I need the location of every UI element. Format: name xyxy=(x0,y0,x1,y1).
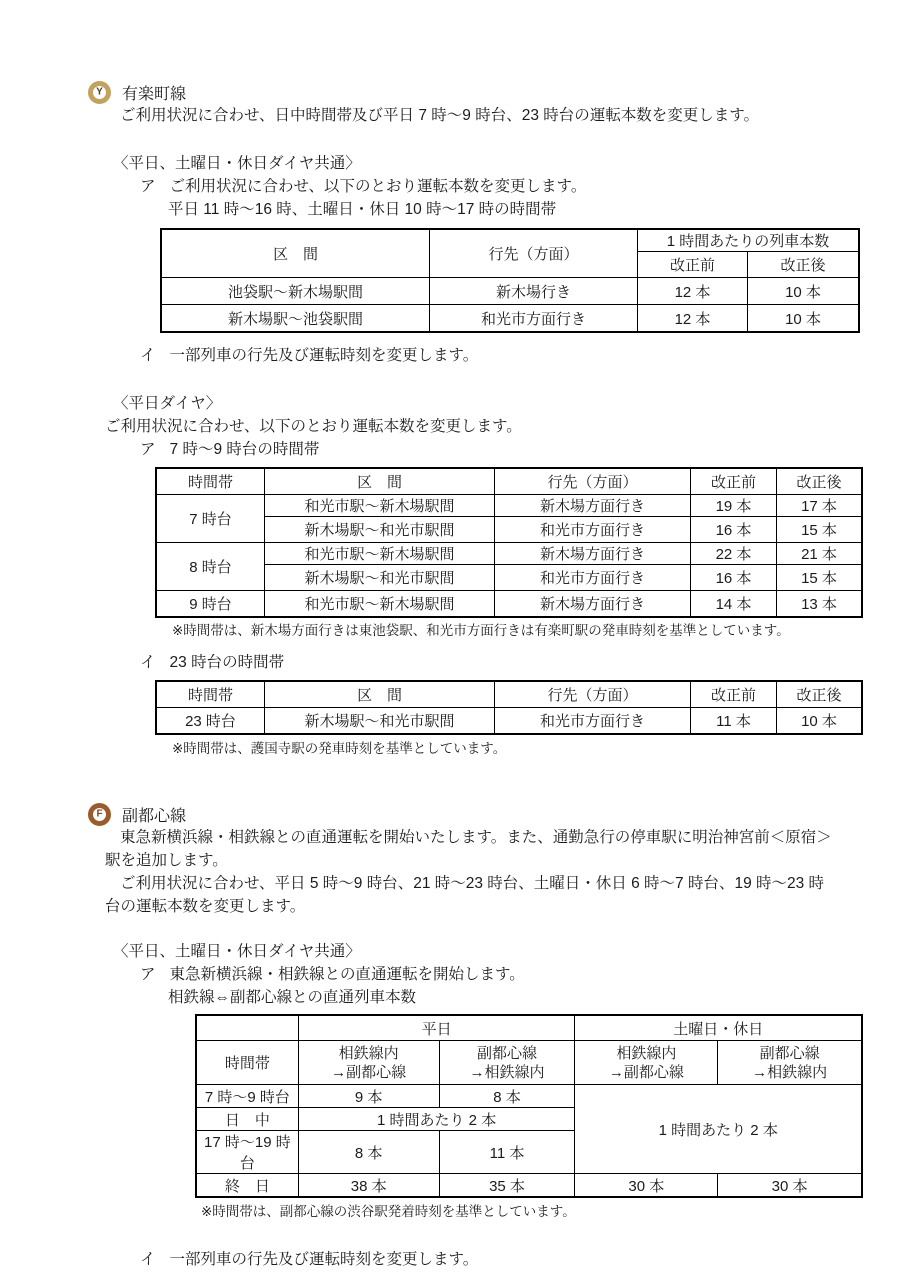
yurakucho-weekday-item-i xyxy=(140,651,863,674)
cell-weekend-merged: 1 時間あたり 2 本 xyxy=(575,1085,862,1174)
col-header-direction: 行先（方面） xyxy=(495,468,691,495)
cell-direction: 和光市方面行き xyxy=(495,517,691,543)
yurakucho-common-heading: 〈平日、土曜日・休日ダイヤ共通〉 xyxy=(113,155,361,172)
fukutoshin-table-note: ※時間帯は、副都心線の渋谷駅発着時刻を基準としています。 xyxy=(201,1204,576,1219)
cell-after: 10 本 xyxy=(777,708,863,735)
cell-direction: 新木場方面行き xyxy=(495,495,691,517)
fukutoshin-common-heading: 〈平日、土曜日・休日ダイヤ共通〉 xyxy=(113,943,361,960)
item-marker: イ xyxy=(140,347,156,364)
yurakucho-line-title: 有楽町線 xyxy=(122,85,187,103)
cell-before: 12 本 xyxy=(638,278,748,305)
item-marker: イ xyxy=(140,1251,156,1268)
fukutoshin-through-service-table xyxy=(195,1014,863,1198)
item-text: 7 時～9 時台の時間帯 xyxy=(169,441,320,458)
cell-before: 11 本 xyxy=(691,708,777,735)
cell-timeband: 8 時台 xyxy=(156,543,265,591)
col-header-section: 区 間 xyxy=(161,229,430,278)
yurakucho-common-item-i xyxy=(140,344,863,367)
col-header-sotetsu-to-fukutoshin: 相鉄線内 →副都心線 xyxy=(298,1041,439,1085)
cell-after: 13 本 xyxy=(777,591,863,618)
col-header-before: 改正前 xyxy=(638,252,748,278)
fukutoshin-common-item-i xyxy=(140,1248,863,1271)
table-row xyxy=(196,1085,862,1108)
table-row xyxy=(161,305,859,333)
fukutoshin-intro2-line2: 台の運転本数を変更します。 xyxy=(105,898,306,915)
cell-section: 和光市駅～新木場駅間 xyxy=(265,591,495,618)
cell-direction: 新木場方面行き xyxy=(495,591,691,618)
cell-direction: 新木場方面行き xyxy=(495,543,691,565)
table-row xyxy=(156,708,862,735)
cell-section: 和光市駅～新木場駅間 xyxy=(265,495,495,517)
fukutoshin-intro1-line1: 東急新横浜線・相鉄線との直通運転を開始いたします。また、通勤急行の停車駅に明治神宮前＜原宿＞ xyxy=(120,829,832,846)
empty-header-cell xyxy=(196,1015,298,1041)
col-header-timeband: 時間帯 xyxy=(196,1041,298,1085)
yurakucho-late-table xyxy=(155,680,863,735)
cell-timeband: 7 時台 xyxy=(156,495,265,543)
fukutoshin-line-icon xyxy=(88,803,111,826)
col-header-weekend: 土曜日・休日 xyxy=(575,1015,862,1041)
fukutoshin-line-head xyxy=(88,802,863,826)
item-marker: ア xyxy=(140,178,156,195)
cell-after: 21 本 xyxy=(777,543,863,565)
col-header-before: 改正前 xyxy=(691,468,777,495)
item-marker: ア xyxy=(140,441,156,458)
cell-before: 14 本 xyxy=(691,591,777,618)
yurakucho-line-icon-letter: Y xyxy=(96,86,103,98)
col-header-after: 改正後 xyxy=(777,468,863,495)
table-row xyxy=(161,278,859,305)
cell-timeband: 17 時～19 時台 xyxy=(196,1131,298,1174)
col-header-section: 区 間 xyxy=(265,468,495,495)
table-row xyxy=(196,1174,862,1198)
fukutoshin-line-title: 副都心線 xyxy=(122,807,187,825)
col-header-section: 区 間 xyxy=(265,681,495,708)
cell-section: 新木場駅～和光市駅間 xyxy=(265,517,495,543)
cell-section: 池袋駅～新木場駅間 xyxy=(161,278,430,305)
yurakucho-line-head xyxy=(88,80,863,104)
fukutoshin-line-icon-letter: F xyxy=(96,808,103,820)
table-row xyxy=(156,495,862,517)
item-text: 一部列車の行先及び運転時刻を変更します。 xyxy=(169,347,479,364)
col-header-sotetsu-to-fukutoshin: 相鉄線内 →副都心線 xyxy=(575,1041,718,1085)
item-text: ご利用状況に合わせ、以下のとおり運転本数を変更します。 xyxy=(169,178,587,195)
cell-count: 9 本 xyxy=(298,1085,439,1108)
item-text: 一部列車の行先及び運転時刻を変更します。 xyxy=(169,1251,479,1268)
col-header-timeband: 時間帯 xyxy=(156,681,265,708)
late-table-note: ※時間帯は、護国寺駅の発車時刻を基準としています。 xyxy=(172,741,507,756)
item-marker: ア xyxy=(140,966,156,983)
cell-timeband: 日 中 xyxy=(196,1108,298,1131)
cell-count: 11 本 xyxy=(439,1131,575,1174)
col-header-weekday: 平日 xyxy=(298,1015,575,1041)
fukutoshin-intro1-line2: 駅を追加します。 xyxy=(105,852,228,869)
cell-weekday-merged: 1 時間あたり 2 本 xyxy=(298,1108,575,1131)
cell-timeband: 終 日 xyxy=(196,1174,298,1198)
yurakucho-common-table xyxy=(160,228,860,333)
yurakucho-morning-table xyxy=(155,467,863,618)
yurakucho-weekday-heading: 〈平日ダイヤ〉 xyxy=(113,395,222,412)
cell-section: 新木場駅～和光市駅間 xyxy=(265,565,495,591)
yurakucho-weekday-intro: ご利用状況に合わせ、以下のとおり運転本数を変更します。 xyxy=(105,418,522,435)
cell-count: 8 本 xyxy=(439,1085,575,1108)
cell-after: 15 本 xyxy=(777,517,863,543)
col-header-before: 改正前 xyxy=(691,681,777,708)
yurakucho-intro: ご利用状況に合わせ、日中時間帯及び平日 7 時～9 時台、23 時台の運転本数を変更します。 xyxy=(120,107,760,124)
col-header-direction: 行先（方面） xyxy=(430,229,638,278)
fukutoshin-section xyxy=(88,802,863,1271)
cell-before: 12 本 xyxy=(638,305,748,333)
col-header-timeband: 時間帯 xyxy=(156,468,265,495)
fukutoshin-common-item-a xyxy=(140,963,863,986)
fukutoshin-table-caption: 相鉄線⇔副都心線との直通列車本数 xyxy=(168,989,417,1006)
table-row xyxy=(156,543,862,565)
col-header-trains-per-hour: 1 時間あたりの列車本数 xyxy=(638,229,860,252)
yurakucho-line-icon xyxy=(88,81,111,104)
col-header-fukutoshin-to-sotetsu: 副都心線 →相鉄線内 xyxy=(439,1041,575,1085)
cell-after: 15 本 xyxy=(777,565,863,591)
yurakucho-common-timeband: 平日 11 時～16 時、土曜日・休日 10 時～17 時の時間帯 xyxy=(168,201,557,218)
cell-direction: 和光市方面行き xyxy=(495,565,691,591)
cell-section: 新木場駅～和光市駅間 xyxy=(265,708,495,735)
cell-after: 10 本 xyxy=(748,278,860,305)
cell-direction: 和光市方面行き xyxy=(495,708,691,735)
cell-direction: 新木場行き xyxy=(430,278,638,305)
yurakucho-section xyxy=(88,80,863,758)
item-text: 23 時台の時間帯 xyxy=(169,654,285,671)
col-header-after: 改正後 xyxy=(777,681,863,708)
col-header-direction: 行先（方面） xyxy=(495,681,691,708)
cell-timeband: 7 時～9 時台 xyxy=(196,1085,298,1108)
col-header-after: 改正後 xyxy=(748,252,860,278)
table-row xyxy=(156,591,862,618)
cell-timeband: 9 時台 xyxy=(156,591,265,618)
cell-after: 17 本 xyxy=(777,495,863,517)
cell-before: 16 本 xyxy=(691,517,777,543)
yurakucho-common-item-a xyxy=(140,175,863,198)
cell-before: 22 本 xyxy=(691,543,777,565)
fukutoshin-intro2-line1: ご利用状況に合わせ、平日 5 時～9 時台、21 時～23 時台、土曜日・休日 6 時～7 時台、19 時～23 時 xyxy=(120,875,825,892)
cell-section: 和光市駅～新木場駅間 xyxy=(265,543,495,565)
cell-count: 30 本 xyxy=(575,1174,718,1198)
cell-count: 35 本 xyxy=(439,1174,575,1198)
cell-before: 19 本 xyxy=(691,495,777,517)
yurakucho-weekday-item-a xyxy=(140,438,863,461)
cell-count: 30 本 xyxy=(718,1174,862,1198)
cell-count: 8 本 xyxy=(298,1131,439,1174)
cell-count: 38 本 xyxy=(298,1174,439,1198)
item-marker: イ xyxy=(140,654,156,671)
morning-table-note: ※時間帯は、新木場方面行きは東池袋駅、和光市方面行きは有楽町駅の発車時刻を基準としています。 xyxy=(172,623,790,638)
cell-timeband: 23 時台 xyxy=(156,708,265,735)
item-text: 東急新横浜線・相鉄線との直通運転を開始します。 xyxy=(169,966,525,983)
cell-direction: 和光市方面行き xyxy=(430,305,638,333)
cell-after: 10 本 xyxy=(748,305,860,333)
cell-before: 16 本 xyxy=(691,565,777,591)
col-header-fukutoshin-to-sotetsu: 副都心線 →相鉄線内 xyxy=(718,1041,862,1085)
cell-section: 新木場駅～池袋駅間 xyxy=(161,305,430,333)
